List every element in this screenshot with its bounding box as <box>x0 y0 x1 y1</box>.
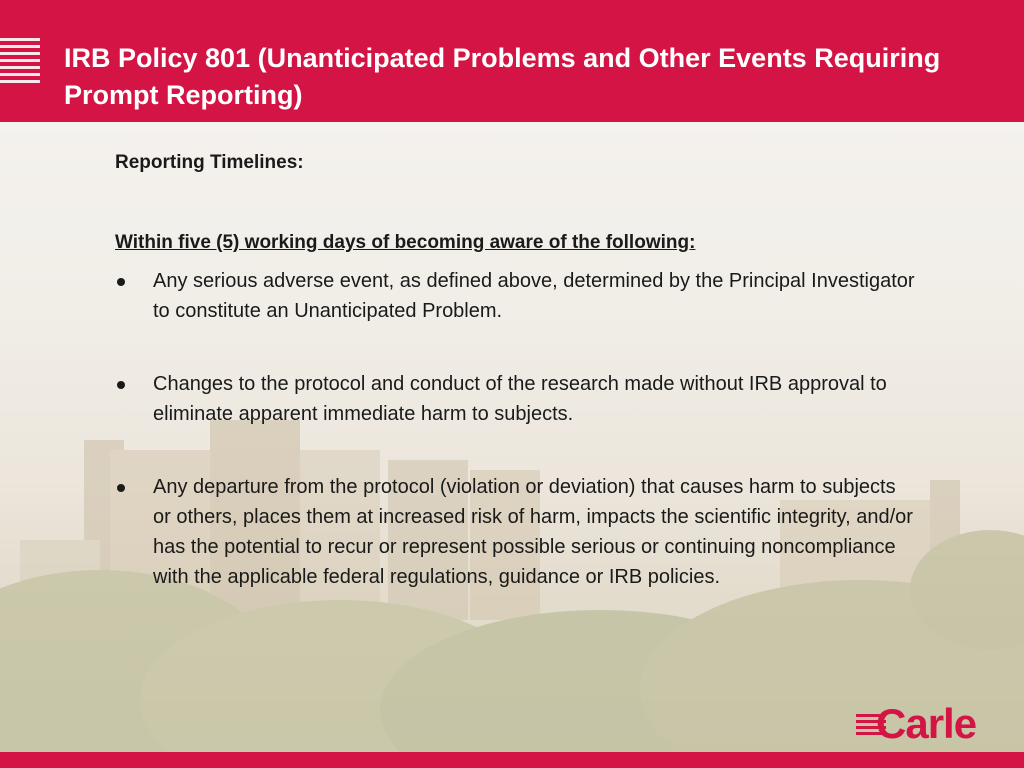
list-item <box>115 266 915 326</box>
bullet-dot-icon <box>117 381 125 389</box>
carle-logo <box>856 700 1000 747</box>
title-divider <box>0 122 1024 132</box>
slide-body <box>115 150 915 635</box>
bullet-text: Any departure from the protocol (violation or deviation) that causes harm to subjects or others, places them at increased risk of harm, impacts the scientific integrity, and/or has the potential to recur or represent possible serious or continuing noncompliance with the applicable federal regulations, guidance or IRB policies. <box>153 476 913 588</box>
logo-text: Carle <box>876 700 977 747</box>
bullet-dot-icon <box>117 484 125 492</box>
bullet-dot-icon <box>117 278 125 286</box>
slide-title: IRB Policy 801 (Unanticipated Problems and Other Events Requiring Prompt Reporting) <box>64 43 941 110</box>
section-heading: Reporting Timelines: <box>115 152 304 173</box>
timeline-subheading: Within five (5) working days of becoming aware of the following: <box>115 232 696 253</box>
footer-bar <box>0 752 1024 768</box>
bullet-text: Any serious adverse event, as defined above, determined by the Principal Investigator to constitute an Unanticipated Problem. <box>153 270 915 322</box>
title-bar <box>0 0 1024 122</box>
list-item <box>115 369 915 429</box>
bullet-list <box>115 266 915 592</box>
bullet-text: Changes to the protocol and conduct of the research made without IRB approval to eliminate apparent immediate harm to subjects. <box>153 373 887 425</box>
stripes-icon <box>0 38 40 86</box>
list-item <box>115 472 915 592</box>
